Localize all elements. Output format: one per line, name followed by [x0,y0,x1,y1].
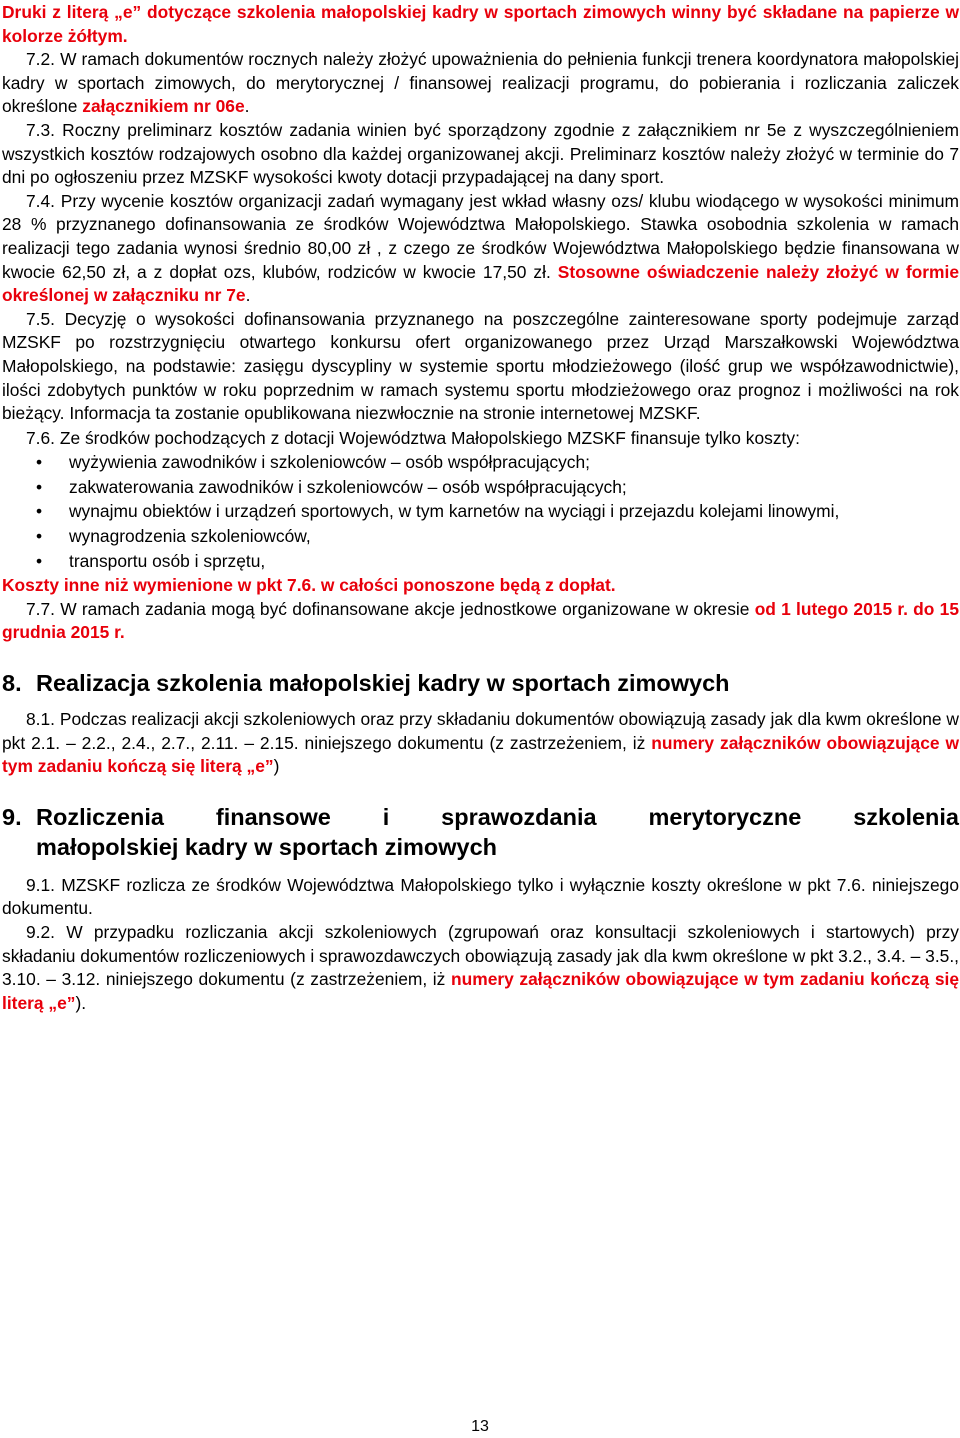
statement-requirement: Stosowne oświadczenie należy złożyć w formie określonej w załączniku nr 7e [2,261,960,306]
attachment-suffix-note: numery załączników obowiązujące w tym zadaniu kończą się literą „e” [2,969,959,1013]
list-item: • wynajmu obiektów i urządzeń sportowych, w tym karnetów na wyciągi i przejazdu kolejami linowymi, [2,500,959,524]
paragraph-text: 7.4. Przy wycenie kosztów organizacji zadań wymagany jest wkład własny ozs/ klubu wiodącego w wysokości minimum 28 % przyznanego dofinansowania ze środków Województwa Małopolskiego. Stawka osobodnia szkolenia w ramach realizacji tego zadania wynosi średnio 80,00 zł , z czego ze środków Województwa Małopolskiego będzie finansowana w kwocie 62,50 zł, a z dopłat ozs, klubów, rodziców w kwocie 17,50 zł. [2,190,959,282]
list-item: • wyżywienia zawodników i szkoleniowców – osób współpracujących; [2,451,959,475]
other-costs-note: Koszty inne niż wymienione w pkt 7.6. w całości ponoszone będą z dopłat. [2,575,616,596]
attachment-suffix-note: numery załączników obowiązujące w tym zadaniu kończą się literą „e” [2,732,959,777]
bullet-icon: • [36,550,43,571]
paragraph-text: 7.7. W ramach zadania mogą być dofinansowane akcje jednostkowe organizowane w okresie [26,598,755,619]
section-title: Realizacja szkolenia małopolskiej kadry w sportach zimowych [36,670,730,697]
paragraph-8-1 [2,708,959,779]
paragraph-text: 7.2. W ramach dokumentów rocznych należy złożyć upoważnienia do pełnienia funkcji trenera koordynatora małopolskiej kadry w sportach zimowych, do merytorycznej / finansowej realizacji programu, do pobierania i rozliczania zaliczek określone [2,49,959,117]
paragraph-7-6: 7.6. Ze środków pochodzących z dotacji Województwa Małopolskiego MZSKF finansuje tylko koszty: [26,427,800,448]
section-title-line-1: Rozliczenia finansowe i sprawozdania merytoryczne szkolenia [36,803,959,830]
bullet-icon: • [36,452,43,473]
page-number: 13 [471,1418,489,1435]
paragraph-7-7 [2,598,959,645]
bullet-icon: • [36,526,43,547]
attachment-reference: załącznikiem nr 06e [82,96,245,117]
date-range: od 1 lutego 2015 r. do 15 grudnia 2015 r. [2,598,959,643]
section-heading-9 [2,802,959,862]
list-item: • wynagrodzenia szkoleniowców, [2,525,959,549]
paragraph-end: ). [75,992,87,1013]
paragraph-end: . [245,285,251,306]
paragraph-9-2 [2,921,959,1015]
cost-list [2,451,959,573]
paragraph-end: ) [273,756,280,777]
intro-note: Druki z literą „e” dotyczące szkolenia małopolskiej kadry w sportach zimowych winny być składane na papierze w kolorze żółtym. [2,2,959,46]
paragraph-7-5: 7.5. Decyzję o wysokości dofinansowania przyznanego na poszczególne zainteresowane sporty podejmuje zarząd MZSKF po rozstrzygnięciu otwartego konkursu ofert organizowanego przez Urząd Marszałkowski Województwa Małopolskiego, na podstawie: zasięgu dyscypliny w systemie sportu młodzieżowego (ilość grup we współzawodnictwie), ilości zdobytych punktów w roku poprzednim w ramach systemu sportu młodzieżowego oraz prognoz i możliwości na rok bieżący. Informacja ta zostanie opublikowana niezwłocznie na stronie internetowej MZSKF. [2,308,959,424]
paragraph-7-4 [2,190,959,308]
paragraph-text: 9.2. W przypadku rozliczania akcji szkoleniowych (zgrupowań oraz konsultacji szkoleniowych i startowych) przy składaniu dokumentów rozliczeniowych i sprawozdawczych obowiązują zasady jak dla kwm określone w pkt 3.2., 3.4. – 3.5., 3.10. – 3.12. niniejszego dokumentu (z zastrzeżeniem, iż [2,922,959,990]
bullet-icon: • [36,501,43,522]
list-item: • transportu osób i sprzętu, [2,550,959,574]
paragraph-end: . [244,96,250,117]
paragraph-7-3: 7.3. Roczny preliminarz kosztów zadania winien być sporządzony zgodnie z załącznikiem nr 5e z wyszczególnieniem wszystkich kosztów rodzajowych osobno dla każdej organizowanej akcji. Preliminarz kosztów należy złożyć w terminie do 7 dni po ogłoszeniu przez MZSKF wysokości kwoty dotacji przypadającej na dany sport. [2,119,959,188]
bullet-icon: • [36,476,43,497]
list-item: • zakwaterowania zawodników i szkoleniowców – osób współpracujących; [2,476,959,500]
section-number: 8. [2,670,22,697]
paragraph-7-2 [2,48,959,119]
section-title-line-2: małopolskiej kadry w sportach zimowych [36,833,498,860]
section-number: 9. [2,803,22,830]
section-heading-8 [2,668,959,698]
paragraph-text: 8.1. Podczas realizacji akcji szkoleniowych oraz przy składaniu dokumentów obowiązują zasady jak dla kwm określone w pkt 2.1. – 2.2., 2.4., 2.7., 2.11. – 2.15. niniejszego dokumentu (z zastrzeżeniem, iż [2,709,959,753]
paragraph-9-1: 9.1. MZSKF rozlicza ze środków Województwa Małopolskiego tylko i wyłącznie koszty określone w pkt 7.6. niniejszego dokumentu. [2,874,959,919]
